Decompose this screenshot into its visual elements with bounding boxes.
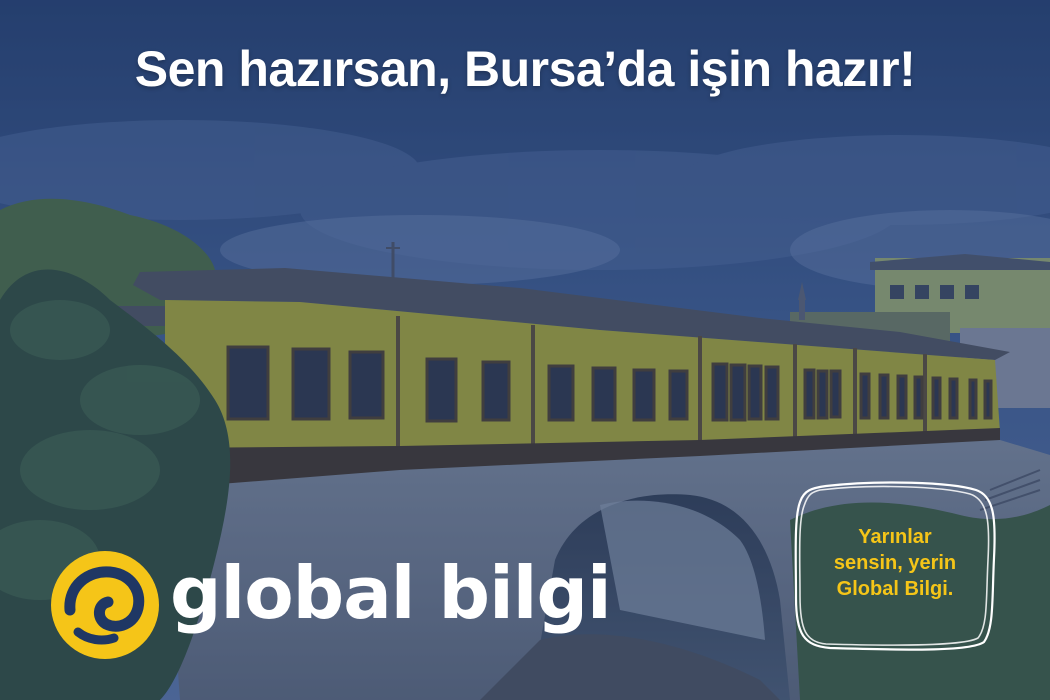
headline: Sen hazırsan, Bursa’da işin hazır!: [134, 41, 916, 97]
brand-lockup: [48, 548, 611, 668]
badge-line: Yarınlar: [858, 526, 932, 548]
slogan-badge: [790, 478, 1000, 654]
badge-line: sensin, yerin: [833, 552, 957, 574]
brand-name: global bilgi: [170, 551, 611, 635]
turkcell-swirl-icon: [48, 548, 162, 662]
badge-slogan: [804, 524, 986, 602]
badge-line: Global Bilgi.: [836, 578, 954, 600]
